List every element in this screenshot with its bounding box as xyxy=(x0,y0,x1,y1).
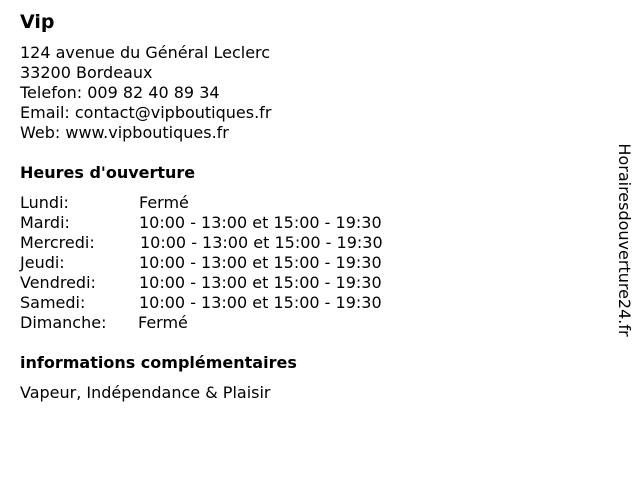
hours-day: Vendredi: xyxy=(20,273,96,292)
hours-time: 10:00 - 13:00 et 15:00 - 19:30 xyxy=(139,213,382,232)
hours-row-wednesday xyxy=(20,233,600,253)
hours-day: Mercredi: xyxy=(20,233,95,252)
street-address: 124 avenue du Général Leclerc xyxy=(20,43,271,62)
hours-row-tuesday xyxy=(20,213,600,233)
hours-time: Fermé xyxy=(139,193,189,212)
hours-time: 10:00 - 13:00 et 15:00 - 19:30 xyxy=(140,233,383,252)
hours-row-sunday xyxy=(20,313,600,333)
hours-time: Fermé xyxy=(138,313,188,332)
hours-time: 10:00 - 13:00 et 15:00 - 19:30 xyxy=(139,293,382,312)
hours-row-saturday xyxy=(20,293,600,313)
additional-info-text: Vapeur, Indépendance & Plaisir xyxy=(20,383,271,402)
address-block xyxy=(20,43,600,143)
shop-name: Vip xyxy=(20,11,55,33)
hours-row-thursday xyxy=(20,253,600,273)
hours-row-friday xyxy=(20,273,600,293)
opening-hours-title: Heures d'ouverture xyxy=(20,163,196,182)
hours-day: Jeudi: xyxy=(20,253,65,272)
phone-line: Telefon: 009 82 40 89 34 xyxy=(20,83,220,102)
side-brand-watermark: Horairesdouverture24.fr xyxy=(615,143,634,337)
hours-time: 10:00 - 13:00 et 15:00 - 19:30 xyxy=(139,253,382,272)
postal-city: 33200 Bordeaux xyxy=(20,63,153,82)
email-line: Email: contact@vipboutiques.fr xyxy=(20,103,272,122)
hours-day: Mardi: xyxy=(20,213,70,232)
hours-row-monday xyxy=(20,193,600,213)
hours-day: Dimanche: xyxy=(20,313,107,332)
opening-hours-table xyxy=(20,193,600,333)
shop-card xyxy=(20,10,600,403)
hours-time: 10:00 - 13:00 et 15:00 - 19:30 xyxy=(139,273,382,292)
hours-day: Samedi: xyxy=(20,293,86,312)
hours-day: Lundi: xyxy=(20,193,69,212)
additional-info-title: informations complémentaires xyxy=(20,353,297,372)
web-line: Web: www.vipboutiques.fr xyxy=(20,123,229,142)
